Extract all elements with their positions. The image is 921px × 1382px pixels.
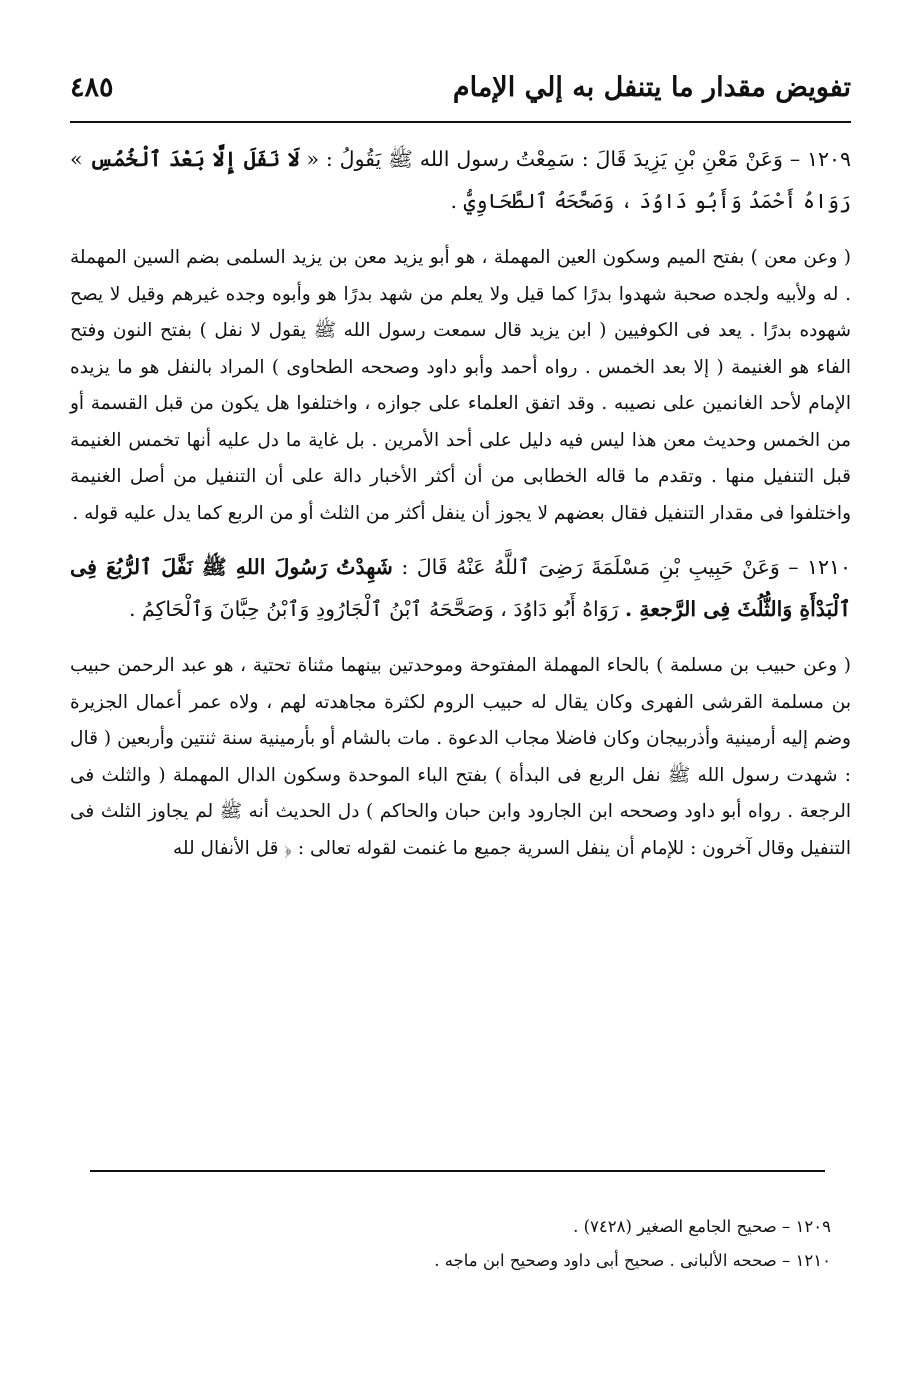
hadith-1210: [70, 546, 851, 630]
hadith-1210-quote: شَهِدْتُ رَسُولَ اللهِ ﷺ نَفَّلَ ٱلرُّبُعَ فِى ٱلْبَدْأَةِ وَالثُّلُثَ فِى الرَّجعةِ .: [70, 555, 851, 621]
page-body: [70, 138, 851, 881]
footnotes: [90, 1210, 831, 1278]
running-title: تفويض مقدار ما يتنفل به إلي الإمام: [452, 71, 851, 103]
commentary-1209: ( وعن معن ) بفتح الميم وسكون العين المهملة ، هو أبو يزيد معن بن يزيد السلمى بضم السين المهملة . له ولأبيه ولجده صحبة شهدوا بدرًا كما قيل ولا يعلم من شهد بدرًا هو وأبوه وجده غيرهم وقيل لا يصح شهوده بدرًا . يعد فى الكوفيين ( ابن يزيد قال سمعت رسول الله ﷺ يقول لا نفل ) بفتح النون وفتح الفاء هو الغنيمة ( إلا بعد الخمس . رواه أحمد وأبو داود وصححه الطحاوى ) المراد بالنفل هو ما يزيده الإمام لأحد الغانمين على نصيبه . وقد اتفق العلماء على جوازه ، واختلفوا هل يكون من قبل القسمة أو من الخمس وحديث معن هذا ليس فيه دليل على أحد الأمرين . بل غاية ما دل عليه أنها تخمس الغنيمة قبل التنفيل منها . وتقدم ما قاله الخطابى من أن أكثر الأخبار دالة على أن التنفيل من أصل الغنيمة واختلفوا فى مقدار التنفيل فقال بعضهم لا يجوز أن ينفل أكثر من الثلث أو من الربع كما يدل عليه قوله .: [70, 247, 851, 524]
hadith-1209-intro: ١٢٠٩ – وَعَنْ مَعْنِ بْنِ يَزِيدَ قَالَ : سَمِعْتُ رسول الله ﷺ يَقُولُ : «: [306, 147, 851, 171]
header-rule: [70, 121, 851, 123]
hadith-1210-outro: رَوَاهُ أَبُو دَاوُدَ ، وَصَحَّحَهُ ٱبْنُ ٱلْجَارُودِ وَٱبْنُ حِبَّانَ وَٱلْحَاكِمُ .: [128, 597, 619, 621]
commentary-1210: ( وعن حبيب بن مسلمة ) بالحاء المهملة المفتوحة وموحدتين بينهما مثناة تحتية ، هو عبد الرحمن حبيب بن مسلمة القرشى الفهرى وكان يقال له حبيب الروم لكثرة مجاهدته لهم ، ولاه عمر أعمال الجزيرة وضم إليه أرمينية وأذربيجان وكان فاضلا مجاب الدعوة . مات بالشام أو بأرمينية سنة ثنتين وأربعين ( قال : شهدت رسول الله ﷺ نفل الربع فى البدأة ) بفتح الباء الموحدة وسكون الدال المهملة ( والثلث فى الرجعة . رواه أبو داود وصححه ابن الجارود وابن حبان والحاكم ) دل الحديث أنه ﷺ لم يجاوز الثلث فى التنفيل وقال آخرون : للإمام أن ينفل السرية جميع ما غنمت لقوله تعالى : ﴿ قل الأنفال لله: [70, 655, 851, 859]
hadith-1210-intro: ١٢١٠ – وَعَنْ حَبِيبِ بْنِ مَسْلَمَةَ رَضِىَ ٱللَّهُ عَنْهُ قَالَ :: [401, 555, 852, 579]
page-header: [70, 62, 851, 112]
footnote-1209: ١٢٠٩ – صحيح الجامع الصغير (٧٤٢٨) .: [573, 1217, 831, 1236]
footnote-1210: ١٢١٠ – صححه الألبانى . صحيح أبى داود وصحيح ابن ماجه .: [434, 1251, 831, 1270]
hadith-1209: [70, 138, 851, 222]
page-number: ٤٨٥: [70, 71, 114, 103]
footnote-rule: [90, 1170, 825, 1172]
hadith-1209-quote: لَا نَفَلَ إِلَّا بَعْدَ ٱلْخُمُسِ: [89, 147, 300, 171]
hadith-1209-outro: » رَوَاهُ أَحْمَدُ وَأَبُو دَاوُدَ ، وَصَحَّحَهُ ٱلطَّحَاوِيُّ .: [70, 147, 851, 213]
